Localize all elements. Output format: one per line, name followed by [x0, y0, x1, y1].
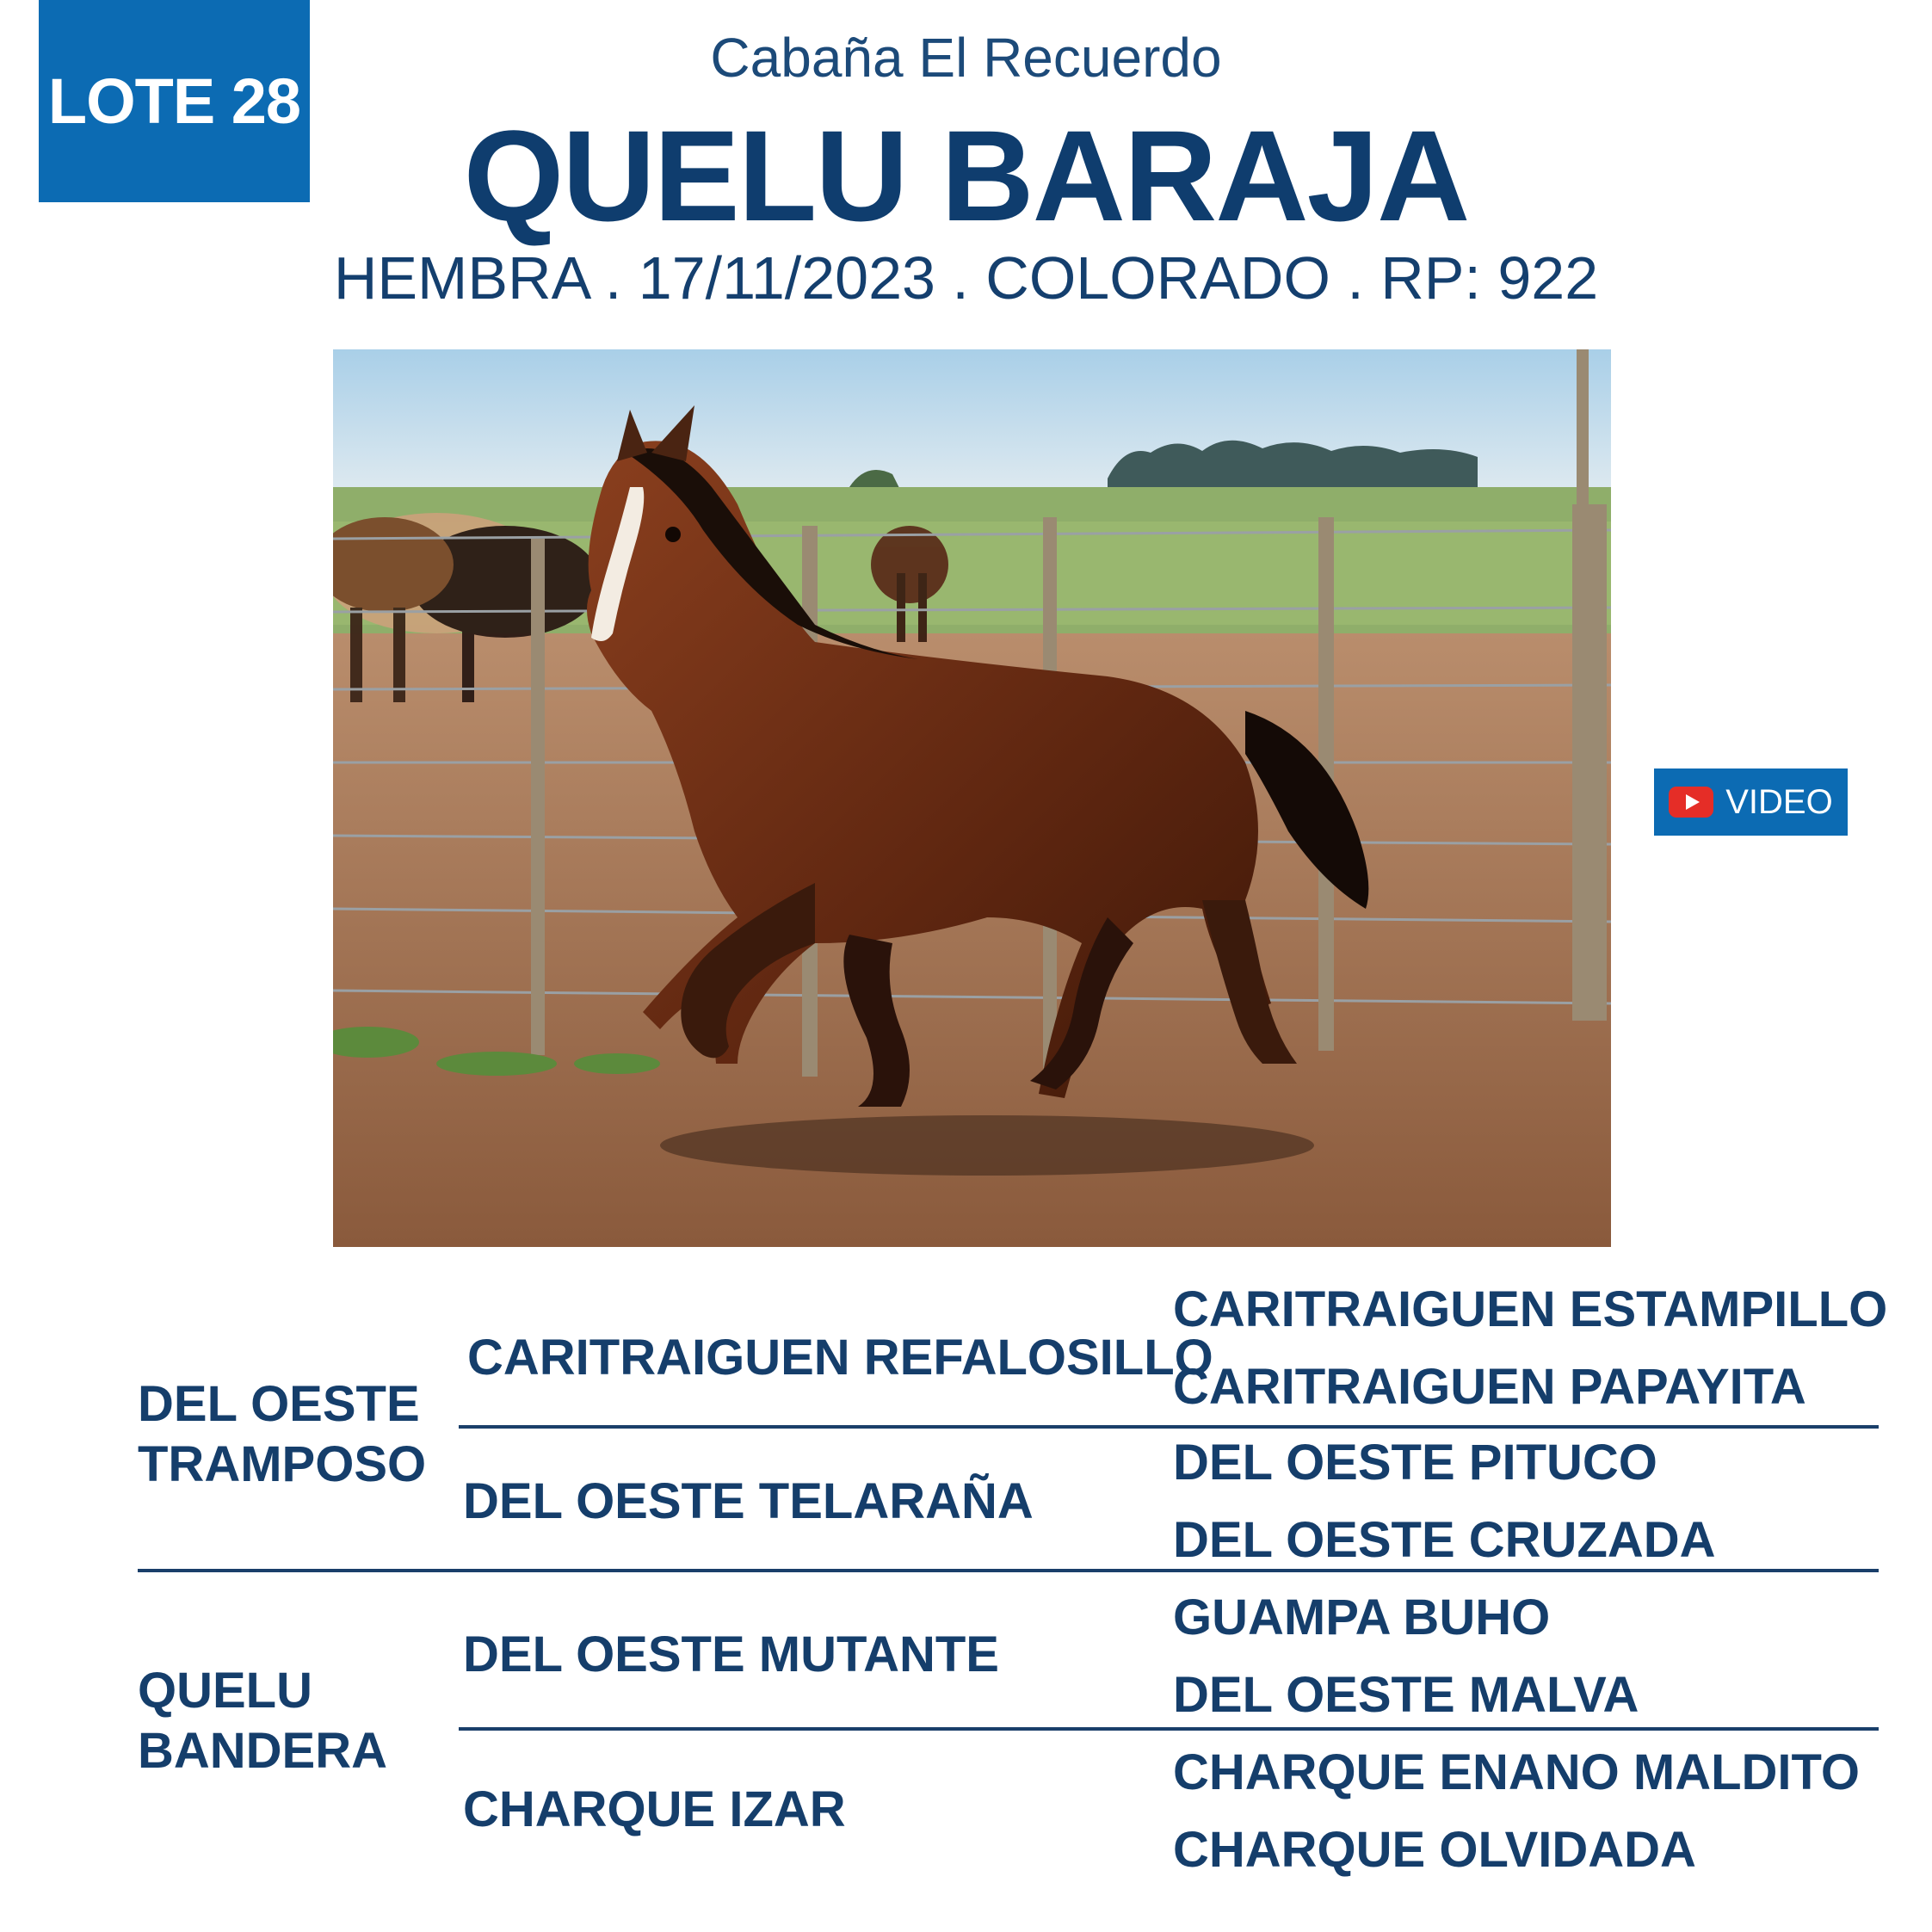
maternal-grandsire: DEL OESTE MUTANTE: [463, 1626, 999, 1682]
horse-photo: [333, 349, 1611, 1247]
video-button[interactable]: [1654, 768, 1848, 836]
great-granddam-4: CHARQUE OLVIDADA: [1173, 1822, 1696, 1878]
great-grandsire-2: DEL OESTE PITUCO: [1173, 1435, 1657, 1491]
great-grandsire-4: CHARQUE ENANO MALDITO: [1173, 1744, 1861, 1800]
great-granddam-1: CARITRAIGUEN PAPAYITA: [1173, 1359, 1806, 1415]
horse-name: QUELU BARAJA: [463, 103, 1469, 248]
maternal-granddam: CHARQUE IZAR: [463, 1781, 846, 1837]
pedigree-divider: [459, 1425, 1879, 1429]
sire-name-line2: TRAMPOSO: [138, 1436, 427, 1492]
paternal-granddam: DEL OESTE TELARAÑA: [463, 1473, 1034, 1529]
dam-name-line1: QUELU: [138, 1663, 312, 1719]
great-grandsire-1: CARITRAIGUEN ESTAMPILLO: [1173, 1281, 1888, 1337]
great-granddam-3: DEL OESTE MALVA: [1173, 1667, 1639, 1723]
sire-name: [138, 1374, 426, 1495]
paternal-grandsire: CARITRAIGUEN REFALOSILLO: [467, 1330, 1213, 1386]
video-label: VIDEO: [1725, 782, 1833, 821]
youtube-play-icon: [1669, 787, 1713, 818]
horse-info: HEMBRA . 17/11/2023 . COLORADO . RP: 922: [333, 244, 1599, 312]
dam-name-line2: BANDERA: [138, 1723, 387, 1779]
pedigree-divider: [459, 1727, 1879, 1731]
horse-photo-illustration: [333, 349, 1611, 1247]
breeder-name: Cabaña El Recuerdo: [710, 27, 1222, 89]
great-grandsire-3: GUAMPA BUHO: [1173, 1589, 1551, 1645]
pedigree-divider-main: [138, 1569, 1879, 1572]
dam-name: [138, 1661, 387, 1781]
great-granddam-2: DEL OESTE CRUZADA: [1173, 1512, 1716, 1568]
sire-name-line1: DEL OESTE: [138, 1376, 420, 1432]
lot-label: LOTE 28: [47, 65, 301, 137]
